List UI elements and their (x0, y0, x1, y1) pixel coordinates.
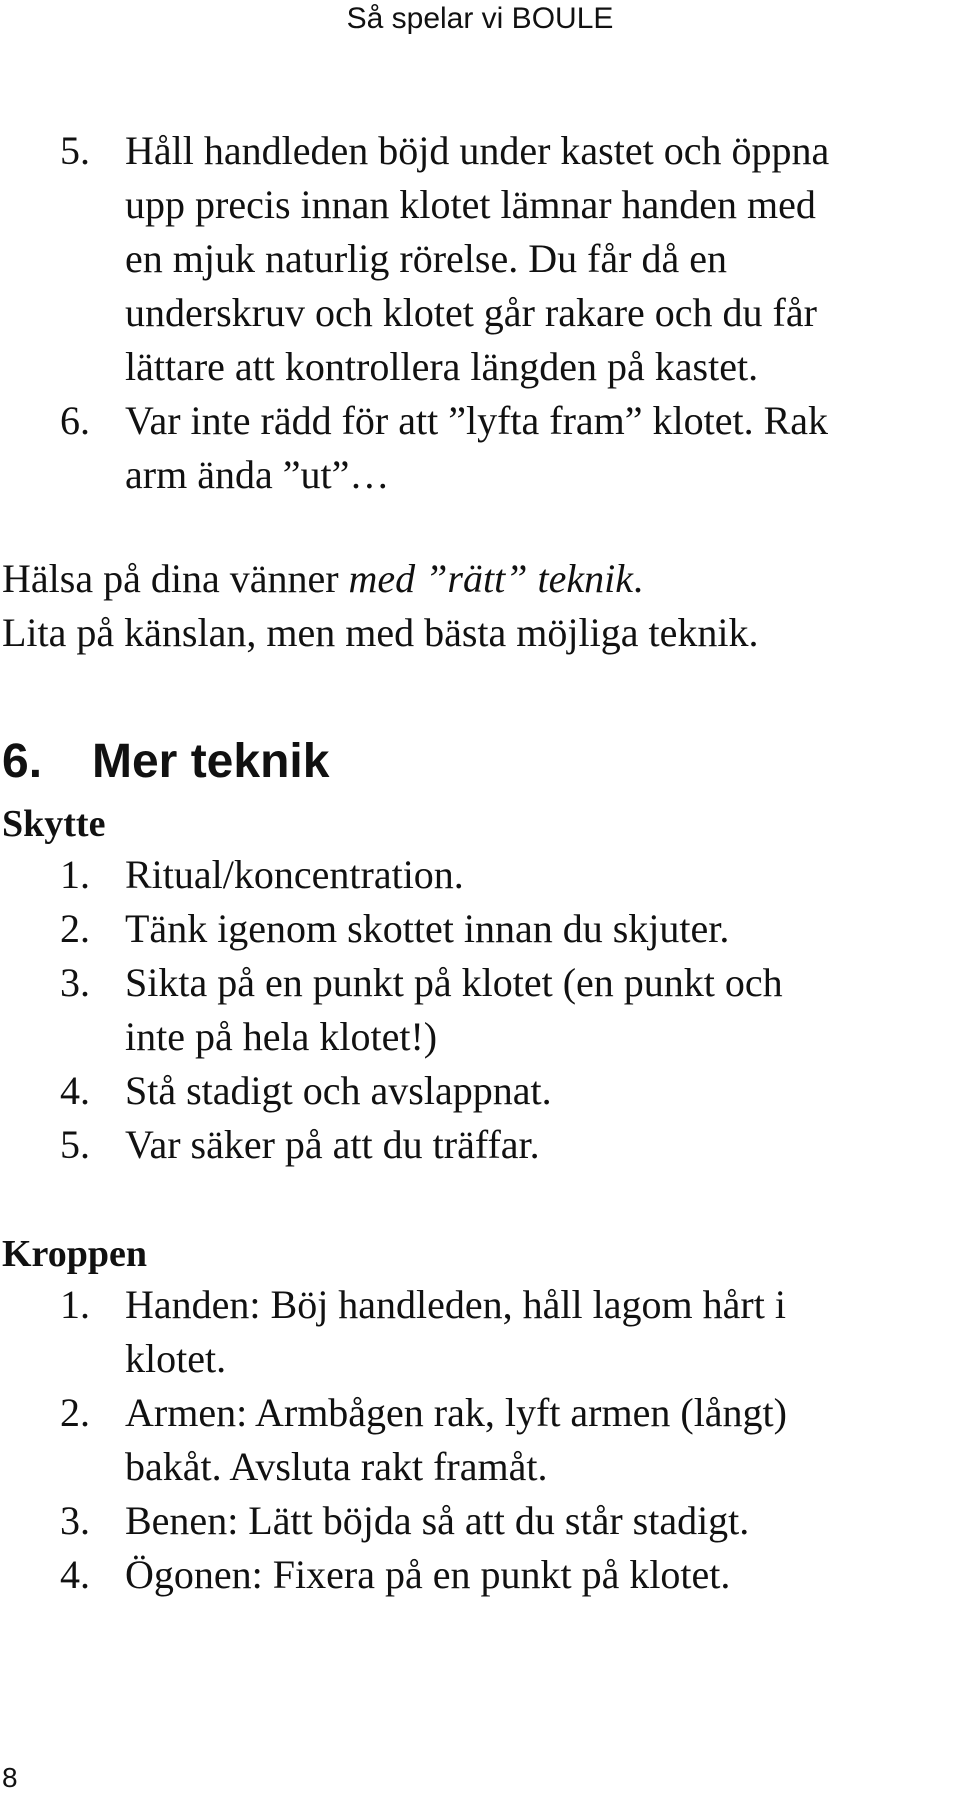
greeting-end: . (632, 556, 643, 601)
skytte-heading: Skytte (2, 803, 106, 845)
kroppen-list (0, 1278, 960, 1602)
list-number: 4. (60, 1552, 90, 1597)
list-line: en mjuk naturlig rörelse. Du får då en (125, 236, 728, 281)
greeting-italic: med ”rätt” teknik (348, 556, 633, 601)
list-item (0, 902, 960, 956)
list-item (0, 1118, 960, 1172)
list-line: Handen: Böj handleden, håll lagom hårt i (125, 1282, 786, 1327)
section-title: Mer teknik (92, 735, 330, 788)
list-item (0, 1548, 960, 1602)
list-number: 6. (60, 398, 90, 443)
list-line: lättare att kontrollera längden på kastet. (125, 344, 759, 389)
feeling-line: Lita på känslan, men med bästa möjliga teknik. (2, 610, 759, 655)
list-line: Armen: Armbågen rak, lyft armen (långt) (125, 1390, 787, 1435)
list-line: Tänk igenom skottet innan du skjuter. (125, 906, 730, 951)
list-item (0, 1494, 960, 1548)
list-number: 2. (60, 906, 90, 951)
list-item (0, 1064, 960, 1118)
list-number: 1. (60, 1282, 90, 1327)
technique-list-continued (0, 124, 960, 502)
list-line: Sikta på en punkt på klotet (en punkt och (125, 960, 783, 1005)
list-line: klotet. (125, 1336, 227, 1381)
list-line: bakåt. Avsluta rakt framåt. (125, 1444, 548, 1489)
list-item (0, 1386, 960, 1494)
list-line: Ritual/koncentration. (125, 852, 464, 897)
list-line: upp precis innan klotet lämnar handen med (125, 182, 816, 227)
list-line: Var inte rädd för att ”lyfta fram” klotet. Rak (125, 398, 829, 443)
greeting-line (0, 552, 960, 606)
list-item (0, 848, 960, 902)
list-item (0, 956, 960, 1064)
list-number: 4. (60, 1068, 90, 1113)
list-line: underskruv och klotet går rakare och du får (125, 290, 817, 335)
list-number: 2. (60, 1390, 90, 1435)
skytte-section (0, 800, 960, 1172)
list-line: inte på hela klotet!) (125, 1014, 438, 1059)
list-number: 1. (60, 852, 90, 897)
kroppen-heading: Kroppen (2, 1233, 148, 1275)
page-header: Så spelar vi BOULE (346, 2, 614, 35)
list-line: arm ända ”ut”… (125, 452, 390, 497)
greeting-plain: Hälsa på dina vänner (2, 556, 349, 601)
list-number: 3. (60, 960, 90, 1005)
list-line: Håll handleden böjd under kastet och öppna (125, 128, 830, 173)
list-line: Var säker på att du träffar. (125, 1122, 540, 1167)
list-line: Benen: Lätt böjda så att du står stadigt. (125, 1498, 750, 1543)
section-heading (0, 734, 960, 790)
list-item (0, 394, 960, 502)
list-line: Stå stadigt och avslappnat. (125, 1068, 552, 1113)
list-number: 3. (60, 1498, 90, 1543)
section-number: 6. (2, 735, 43, 788)
list-number: 5. (60, 1122, 90, 1167)
section-heading-block (0, 734, 960, 790)
kroppen-section (0, 1230, 960, 1602)
list-line: Ögonen: Fixera på en punkt på klotet. (125, 1552, 731, 1597)
list-number: 5. (60, 128, 90, 173)
list-item (0, 1278, 960, 1386)
greeting-paragraph (0, 552, 960, 660)
list-item (0, 124, 960, 394)
skytte-list (0, 848, 960, 1172)
page-number: 8 (2, 1762, 18, 1793)
